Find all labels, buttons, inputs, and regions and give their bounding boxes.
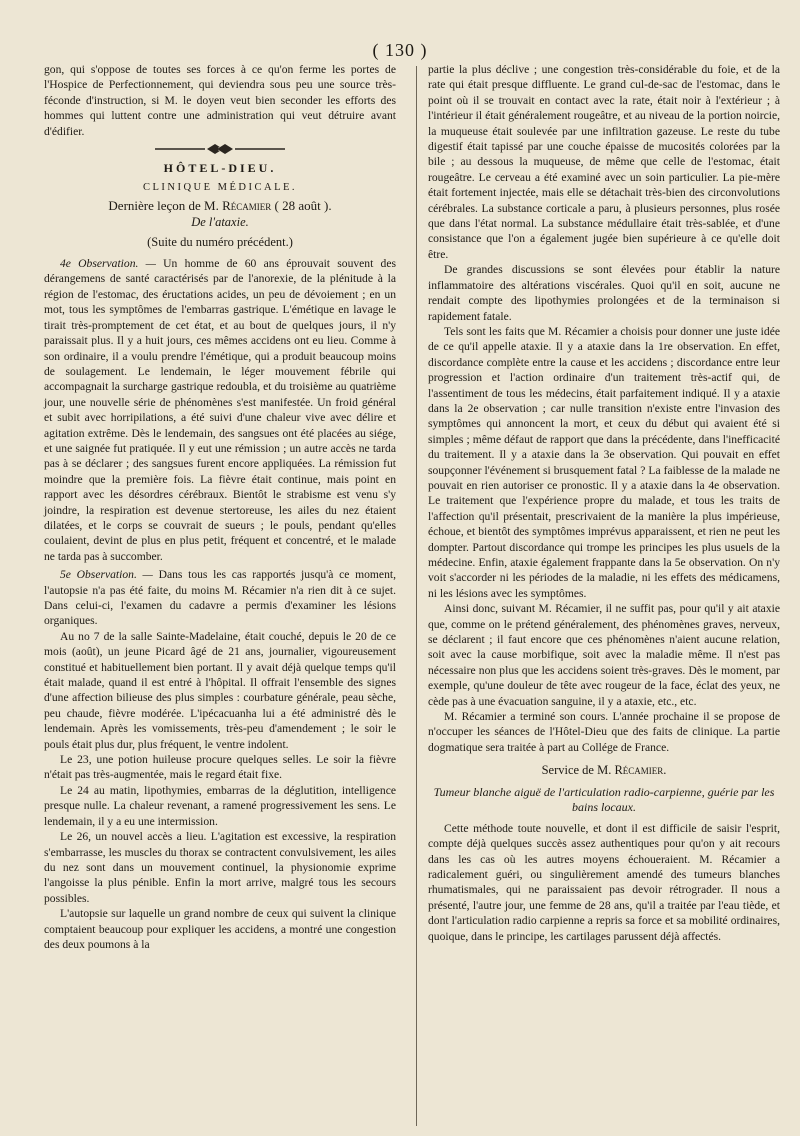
lecon-suffix: ( 28 août ). [271,197,332,213]
paragraph-partie: partie la plus déclive ; une congestion très-considérable du foie, et de la rate qui était presque diffluente. Le grand cul-de-sac de l'estomac, dans le point où il se trouvait en contact avec la rate, était noir à l'extérieur ; à l'intérieur il était généralement rougeâtre, et au niveau de la portion noircie, la muqueuse était soulevée par une infiltration gazeuse. Le reste du tube digestif était tapissé par une couche épaisse de mucosités colorées par la bile ; au dessous la muqueuse, de même que celle de l'estomac, était rougeâtre. Le cerveau a été examiné avec un soin particulier. La pie-mère était fortement injectée, mais elle se détachait très-bien des circonvolutions cérébrales. La substance corticale a paru, à plusieurs personnes, plus rosée que dans l'état normal. La substance médullaire était très-sablée, et d'une consistance que l'on a également jugée bien supérieure à ce qu'elle doit être. [428,63,780,261]
left-column [44,62,396,952]
service-heading [428,763,780,778]
page-number: ( 130 ) [372,40,428,60]
section-ornament-icon [155,143,285,155]
continuation-note: (Suite du numéro précédent.) [147,234,293,249]
section-heading-hotel-dieu: HÔTEL-DIEU. [163,161,277,176]
obs4-label: 4e Observation. — [60,257,156,271]
paragraph-le-26: Le 26, un nouvel accès a lieu. L'agitation est excessive, la respiration s'embarrasse, les muscles du thorax se contractent convulsivement, les ailes du nez sont dans un mouvement continuel, la physionomie exprime l'angoisse la plus pénible. Enfin la mort arrive, malgré tous les secours possibles. [44,830,396,905]
intro-paragraph: gon, qui s'oppose de toutes ses forces à ce qu'on ferme les portes de l'Hospice de Perfectionnement, qui deviendra sous peu une source très-féconde d'instruction, si M. le doyen veut bien seconder les efforts des hommes qui luttent contre une administration qui veut détruire avant d'édifier. [44,63,396,138]
paragraph-le-23: Le 23, une potion huileuse procure quelques selles. Le soir la fièvre n'était pas très-augmentée, mais le regard était fixe. [44,753,396,782]
column-divider [416,66,417,1126]
paragraph-ainsi-donc: Ainsi donc, suivant M. Récamier, il ne suffit pas, pour qu'il y ait ataxie que, comme on le prétend généralement, des phénomènes graves, nerveux, se déclarent ; il faut encore que ces phénomènes n'aient aucune relation, soit avec la cause morbifique, soit avec la maladie même. Il n'est pas nécessaire non plus que les accidens soient très-graves. Dès le moment, par exemple, qu'une douleur de tête avec rougeur de la face, éclat des yeux, ne cède pas à une évacuation sanguine, il y a ataxie, etc., etc. [428,602,780,708]
article-title: De l'ataxie. [191,215,249,230]
paragraph-au-7: Au no 7 de la salle Sainte-Madelaine, était couché, depuis le 20 de ce mois (août), un jeune Picard âgé de 21 ans, journalier, vigoureusement constitué et habituellement bien portant. Il y avait déjà quelque temps qu'il était malade, quand il est entré à l'hôpital. Il offrait l'ensemble des signes d'une affection bilieuse des plus simples : courbature générale, peau sèche, peu chaude, fièvre modérée. L'ipécacuanha lui a été administré dès le lendemain. Après les vomissements, très-peu d'amendement ; le soir le pouls était plus dur, plus fréquent, le ventre indolent. [44,629,396,751]
obs4-text: Un homme de 60 ans éprouvait souvent des dérangemens de santé caractérisés par de l'anorexie, de la plénitude à la région de l'estomac, des éructations acides, un peu de dévoiement ; en un mot, tous les symptômes de l'embarras gastrique. L'émétique en lavage le tirait très-promptement de cet état, et au bout de quelques jours, il n'y paraissait plus. Il y a huit jours, ces mêmes accidens ont eu lieu. Comme à son ordinaire, il a voulu prendre l'émétique, qui a produit beaucoup moins de soulagement. Le lendemain, le léger mouvement fébrile qui accompagnait la surcharge gastrique redoubla, et du troisième au quatrième jour, une nouvelle série de phénomènes s'est manifestée. Un froid général et subit avec horripilations, a été suivi d'une chaleur vive avec délire et agitation extrême. Dès le lendemain, des sangsues ont été placées au siége, et une saignée fut pratiquée. Il y eut une rémission ; un autre accès ne tarda pas à se déclarer ; des sangsues furent encore appliquées. La rémission fut moindre que la première fois. La fièvre était continue, mais point en rapport avec les désordres cérébraux. Bientôt le strabisme est venu s'y joindre, la respiration est devenue stertoreuse, les ailes du nez étaient dilatées, et le corps se couvrait de sueurs ; le pouls, pendant qu'elles coulaient, devint de plus en plus petit, fréquent et concentré, et le malade ne tarda pas à succomber. [44,257,397,563]
obs5-text: Dans tous les cas rapportés jusqu'à ce moment, l'autopsie n'a pas été faite, du moins M. Récamier n'a rien dit à ce sujet. Dans celui-ci, l'examen du cadavre a permis d'examiner les lésions organiques. [44,568,396,628]
lecon-prefix: Dernière leçon de M. [108,197,223,213]
service-name: Récamier. [614,763,667,778]
paragraph-le-24: Le 24 au matin, lipothymies, embarras de la déglutition, intelligence presque nulle. La chaleur revenant, a ramené progressivement les sens. Le lendemain, il y a eu une intermission. [44,783,396,828]
paragraph-cours: M. Récamier a terminé son cours. L'année prochaine il se propose de n'occuper les séances de l'Hôtel-Dieu que des faits de clinique. La partie dogmatique sera traitée à part au Collége de France. [428,710,780,754]
lecon-name: Récamier [222,197,272,213]
case-title: Tumeur blanche aiguë de l'articulation radio-carpienne, guérie par les bains locaux. [433,784,775,814]
service-prefix: Service de M. [541,763,615,778]
observation-5 [44,567,396,629]
observation-4 [44,256,396,564]
paragraph-methode: Cette méthode toute nouvelle, et dont il est difficile de saisir l'esprit, compte déjà quelques succès assez authentiques pour qu'on y ait recours dans les cas où les autres moyens échoueraient. M. Récamier a radicalement guéri, ou singulièrement amendé des tumeurs blanches rhumatismales, qui ne paraissaient pas devoir rétrograder. Il nous a présenté, l'autre jour, une femme de 28 ans, qu'il a traitée par l'eau tiède, et dont l'articulation radio carpienne a repris sa force et sa mobilité ordinaires, quoique, dans le principe, les cartilages parussent déjà affectés. [428,821,780,943]
two-column-body [44,62,780,952]
right-column [428,62,780,952]
obs5-label: 5e Observation. — [60,568,153,582]
paragraph-autopsie: L'autopsie sur laquelle un grand nombre de ceux qui suivent la clinique comptaient beaucoup pour expliquer les accidens, a montré une congestion des deux poumons à la [44,907,396,951]
clinique-heading: CLINIQUE MÉDICALE. [142,182,298,194]
lecon-heading [44,198,396,213]
paragraph-tels-sont: Tels sont les faits que M. Récamier a choisis pour donner une juste idée de ce qu'il appelle ataxie. Il y a ataxie dans la 1re observation. En effet, discordance complète entre la cause et les accidens ; discordance entre leur progression et l'action ordinaire d'un traitement très-actif qui, de l'assentiment de tous les médecins, était parfaitement indiqué. Il y a ataxie dans la 2e observation ; car nulle transition n'existe entre l'invasion des symptômes qui annoncent la mort, et ceux du début qui avaient été si simples ; même défaut de rapport que dans la précédente, dans l'inefficacité du traitement. Il y a ataxie dans la 3e observation. Qui pouvait en effet soupçonner l'événement si brusquement fatal ? La faiblesse de la malade ne pouvait en rien autoriser ce pronostic. Il y a ataxie dans la 4e observation. Le traitement que l'expérience propre du malade, et tous les traits de l'affection qu'il présentait, prescrivaient de la manière la plus impérieuse, échoue, et bientôt des symptômes imprévus apparaissent, et rien ne peut les dompter. Partout discordance qui trompe les principes les plus usuels de la médecine. Enfin, ataxie également frappante dans la 5e observation. On n'y voit s'accorder ni les périodes de la maladie, ni les effets des médicamens, ni les lésions avec les symptômes. [428,324,780,600]
paragraph-discussions: De grandes discussions se sont élevées pour établir la nature inflammatoire des altérations viscérales. Quoi qu'il en soit, aucune ne rendait compte des lipothymies prolongées et de la terminaison si rapidement fatale. [428,263,780,323]
